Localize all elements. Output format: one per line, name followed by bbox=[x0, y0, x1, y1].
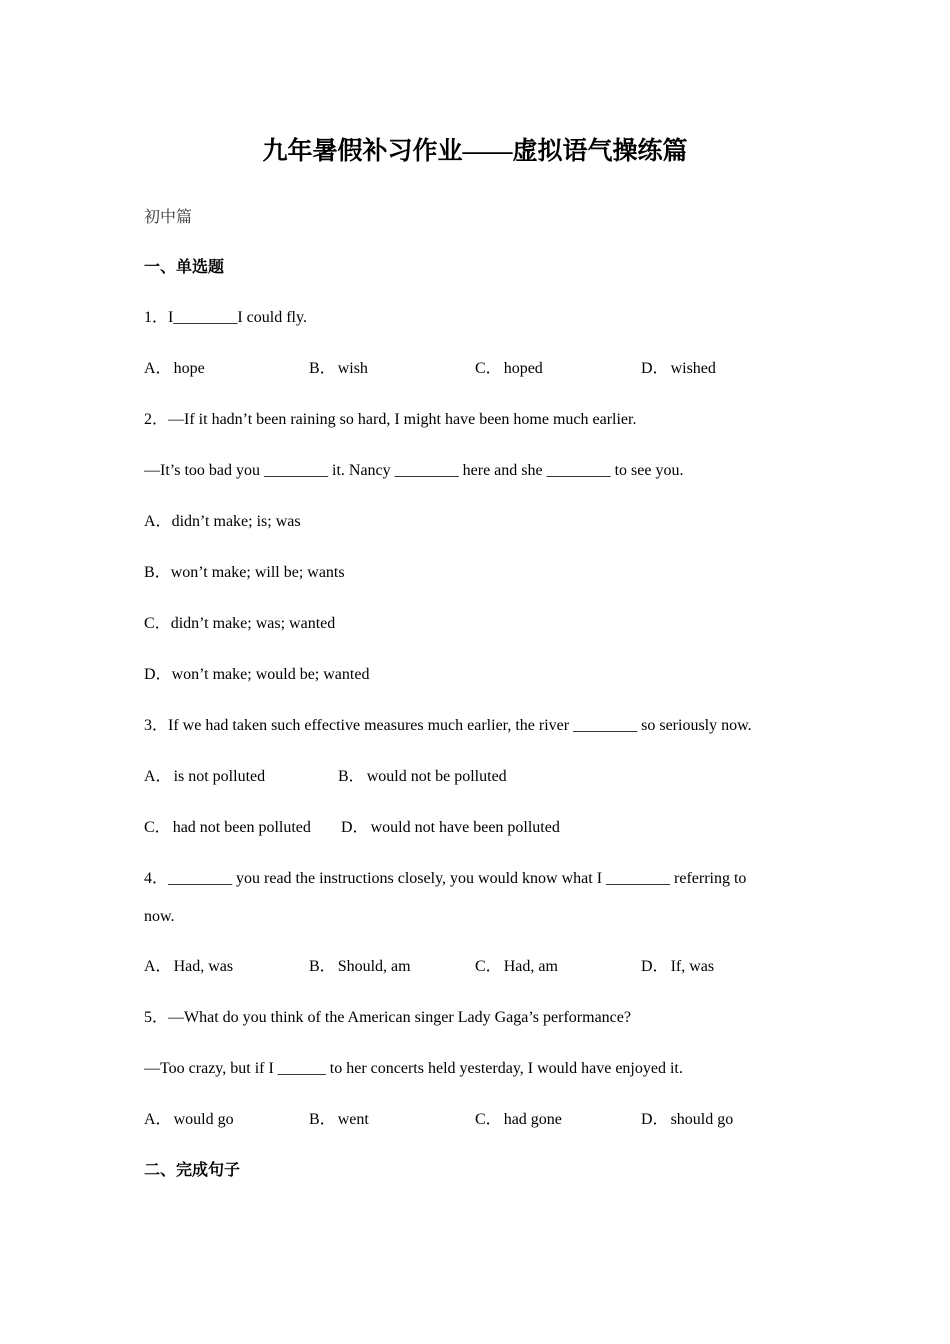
question-2-option-b bbox=[144, 563, 345, 583]
option-label: C． bbox=[144, 819, 171, 836]
option-label: A． bbox=[144, 360, 172, 377]
option-label: B． bbox=[309, 360, 336, 377]
question-3-option-d bbox=[341, 818, 560, 838]
option-label: D． bbox=[144, 666, 172, 683]
option-text: Had, was bbox=[173, 958, 234, 975]
option-label: A． bbox=[144, 1111, 172, 1128]
question-number: 3． bbox=[144, 717, 169, 734]
page-title: 九年暑假补习作业——虚拟语气操练篇 bbox=[262, 138, 688, 165]
option-text: went bbox=[337, 1111, 369, 1128]
option-label: C． bbox=[475, 360, 502, 377]
question-2-stem bbox=[144, 410, 636, 430]
option-label: B． bbox=[144, 564, 171, 581]
question-5-stem bbox=[144, 1008, 631, 1028]
option-text: would not have been polluted bbox=[370, 819, 560, 836]
option-text: If, was bbox=[670, 958, 715, 975]
option-text: Should, am bbox=[337, 958, 411, 975]
question-number: 1． bbox=[144, 309, 169, 326]
option-label: C． bbox=[475, 958, 502, 975]
question-5-stem-reply: —Too crazy, but if I ______ to her concerts held yesterday, I would have enjoyed it. bbox=[144, 1060, 683, 1077]
option-label: D． bbox=[641, 360, 669, 377]
option-text: would not be polluted bbox=[366, 768, 507, 785]
option-text: is not polluted bbox=[173, 768, 266, 785]
page-subtitle: 初中篇 bbox=[144, 209, 193, 226]
option-text: didn’t make; was; wanted bbox=[170, 615, 336, 632]
question-4-option-d bbox=[641, 957, 714, 977]
option-text: didn’t make; is; was bbox=[171, 513, 301, 530]
question-1-option-c bbox=[475, 359, 543, 379]
question-number: 4． bbox=[144, 870, 169, 887]
question-4-option-b bbox=[309, 957, 411, 977]
question-number: 5． bbox=[144, 1009, 169, 1026]
question-5-option-d bbox=[641, 1110, 733, 1130]
question-1-stem bbox=[144, 308, 307, 328]
option-text: hoped bbox=[503, 360, 543, 377]
option-text: won’t make; would be; wanted bbox=[171, 666, 370, 683]
question-3-stem bbox=[144, 716, 752, 736]
question-2-option-a bbox=[144, 512, 301, 532]
question-3-option-a bbox=[144, 767, 265, 787]
question-1-option-d bbox=[641, 359, 716, 379]
question-text: I________I could fly. bbox=[168, 309, 307, 326]
option-text: would go bbox=[173, 1111, 234, 1128]
question-2-option-c bbox=[144, 614, 335, 634]
question-5-option-a bbox=[144, 1110, 234, 1130]
question-2-stem-reply: —It’s too bad you ________ it. Nancy ________ here and she ________ to see you. bbox=[144, 462, 684, 479]
option-text: had not been polluted bbox=[172, 819, 311, 836]
section-heading-single-choice: 一、单选题 bbox=[144, 259, 225, 276]
option-label: A． bbox=[144, 768, 172, 785]
option-label: B． bbox=[309, 1111, 336, 1128]
question-5-option-b bbox=[309, 1110, 369, 1130]
option-text: should go bbox=[670, 1111, 734, 1128]
question-number: 2． bbox=[144, 411, 169, 428]
question-4-option-a bbox=[144, 957, 233, 977]
section-heading-complete-sentences: 二、完成句子 bbox=[144, 1162, 241, 1179]
question-4-stem-continued: now. bbox=[144, 908, 175, 925]
option-text: had gone bbox=[503, 1111, 562, 1128]
question-1-option-b bbox=[309, 359, 368, 379]
option-text: wish bbox=[337, 360, 368, 377]
question-5-option-c bbox=[475, 1110, 562, 1130]
option-text: Had, am bbox=[503, 958, 558, 975]
option-label: B． bbox=[309, 958, 336, 975]
option-label: A． bbox=[144, 958, 172, 975]
question-text: —What do you think of the American singer Lady Gaga’s performance? bbox=[168, 1009, 631, 1026]
question-4-stem bbox=[144, 869, 746, 889]
question-text: —If it hadn’t been raining so hard, I might have been home much earlier. bbox=[168, 411, 637, 428]
option-label: B． bbox=[338, 768, 365, 785]
option-label: C． bbox=[475, 1111, 502, 1128]
question-3-option-c bbox=[144, 818, 311, 838]
option-text: won’t make; will be; wants bbox=[170, 564, 345, 581]
question-1-option-a bbox=[144, 359, 205, 379]
option-label: D． bbox=[341, 819, 369, 836]
question-text: If we had taken such effective measures much earlier, the river ________ so seriously now. bbox=[168, 717, 752, 734]
option-label: C． bbox=[144, 615, 171, 632]
option-label: A． bbox=[144, 513, 172, 530]
option-text: wished bbox=[670, 360, 716, 377]
option-label: D． bbox=[641, 958, 669, 975]
question-text: ________ you read the instructions closely, you would know what I ________ referring to bbox=[168, 870, 747, 887]
option-label: D． bbox=[641, 1111, 669, 1128]
option-text: hope bbox=[173, 360, 205, 377]
question-2-option-d bbox=[144, 665, 369, 685]
question-3-option-b bbox=[338, 767, 507, 787]
question-4-option-c bbox=[475, 957, 558, 977]
